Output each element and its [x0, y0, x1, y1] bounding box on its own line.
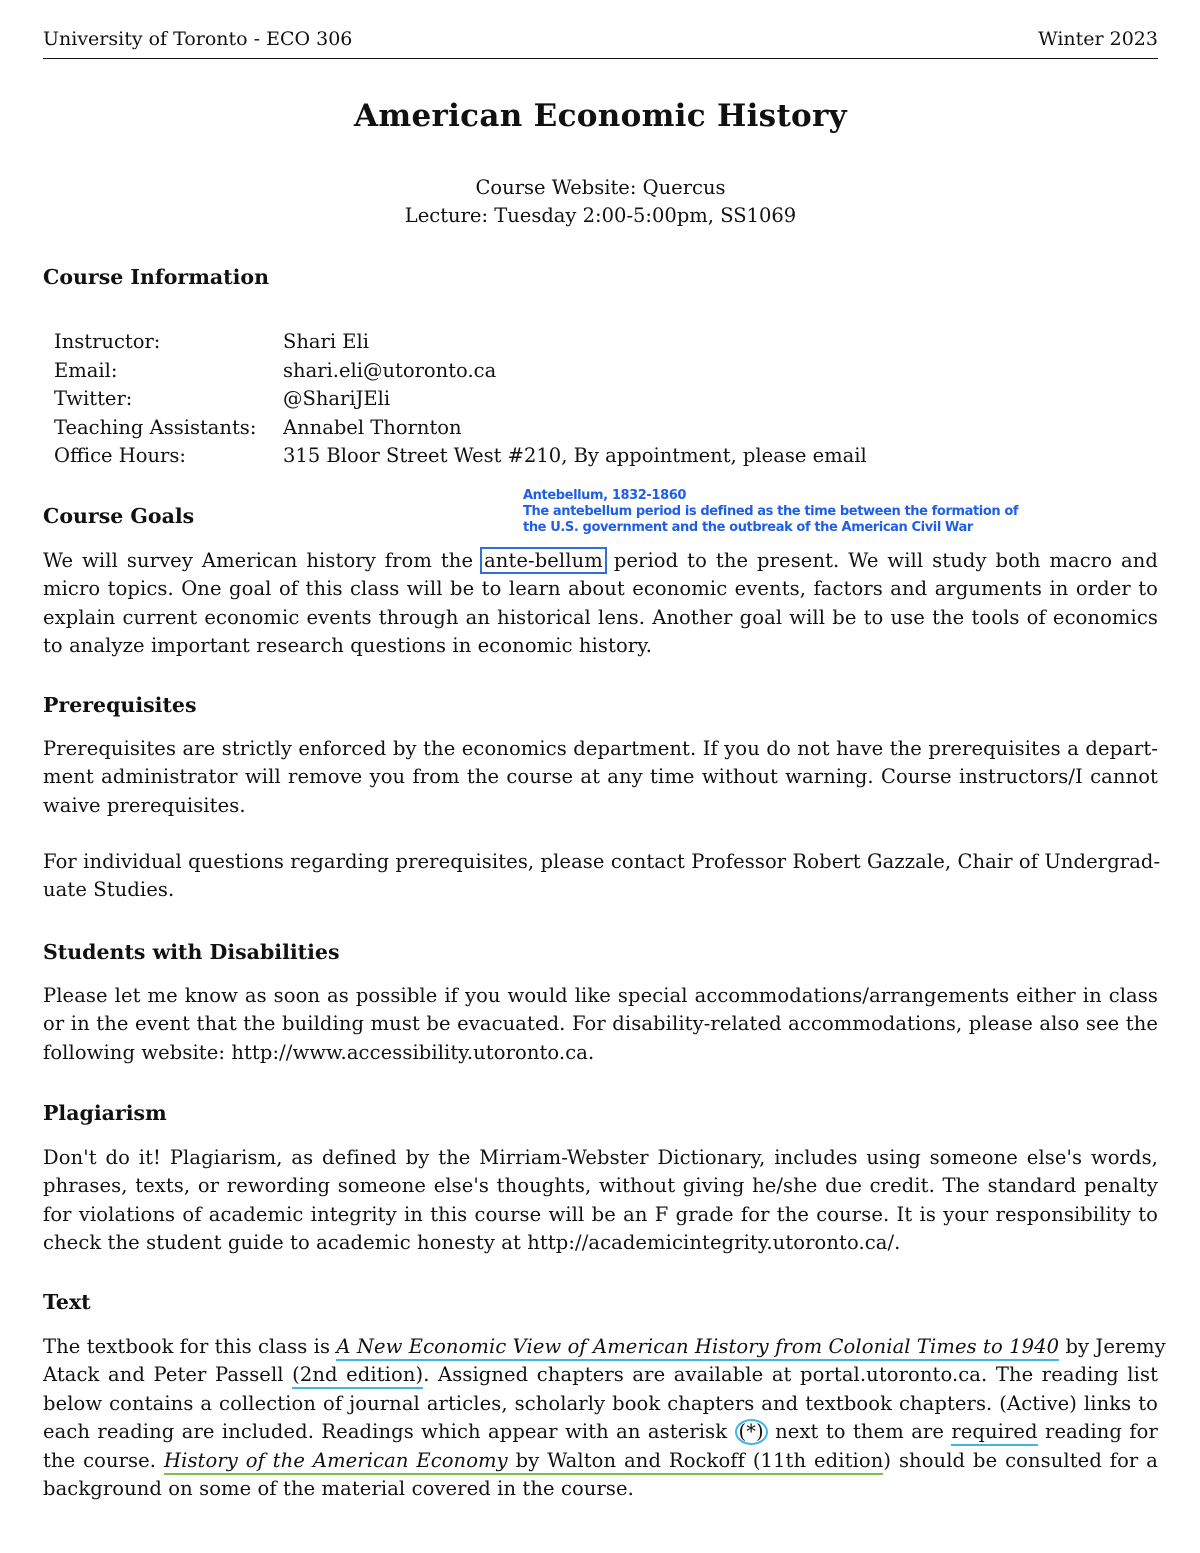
- info-row-twitter: [54, 387, 867, 416]
- info-value: shari.eli@utoronto.ca: [283, 358, 497, 382]
- text-paragraph: [43, 1333, 1166, 1503]
- info-label: Email:: [54, 358, 118, 382]
- header-course: University of Toronto - ECO 306: [43, 28, 353, 50]
- underlined-edition: (2nd edition): [292, 1363, 423, 1389]
- heading-students-with-disabilities: Students with Disabilities: [43, 940, 340, 964]
- text-run: period to the present. We will study both macro and: [613, 549, 1158, 572]
- text-line: background on some of the material covered in the course.: [43, 1477, 634, 1501]
- text-line: Prerequisites are strictly enforced by the economics department. If you do not have the prerequisites a depart-: [43, 737, 1158, 760]
- info-label: Office Hours:: [54, 444, 186, 468]
- prerequisites-paragraph-1: [43, 735, 1158, 820]
- text-line: phrases, texts, or rewording someone else's thoughts, without giving he/she due credit. The standard penalty: [43, 1174, 1158, 1198]
- text-line: Please let me know as soon as possible if you would like special accommodations/arrangements either in class: [43, 984, 1158, 1007]
- green-underlined-reference: [164, 1449, 883, 1475]
- text-run: the course.: [43, 1448, 157, 1472]
- course-info-table: [54, 330, 867, 473]
- text-run: ) should be consulted for a: [883, 1448, 1158, 1472]
- info-row-instructor: [54, 330, 867, 359]
- text-line: explain current economic events through an historical lens. Another goal will be to use the tools of economics: [43, 605, 1158, 629]
- text-run: reading for: [1045, 1420, 1158, 1444]
- info-value: @ShariJEli: [283, 387, 391, 411]
- info-label: Teaching Assistants:: [54, 415, 257, 439]
- info-value: Annabel Thornton: [283, 415, 462, 439]
- annotation-line: The antebellum period is defined as the time between the formation of: [523, 504, 1019, 519]
- info-row-teaching-assistants: [54, 416, 867, 445]
- circled-asterisk: (*): [735, 1419, 768, 1445]
- text-line: waive prerequisites.: [43, 793, 246, 817]
- info-label: Instructor:: [54, 330, 161, 353]
- heading-course-goals: Course Goals: [43, 504, 195, 528]
- text-run: by Walton and Rockoff (11th edition: [515, 1448, 884, 1472]
- heading-course-information: Course Information: [43, 265, 270, 289]
- text-run: each reading are included. Readings which appear with an asterisk: [43, 1420, 728, 1444]
- text-run: We will survey American history from the: [43, 549, 474, 572]
- running-header: [43, 28, 1158, 59]
- text-line: following website: http://www.accessibility.utoronto.ca.: [43, 1040, 595, 1064]
- text-line: Don't do it! Plagiarism, as defined by the Mirriam-Webster Dictionary, includes using someone else's words,: [43, 1146, 1158, 1169]
- text-line: to analyze important research questions in economic history.: [43, 634, 653, 658]
- text-line: below contains a collection of journal articles, scholarly book chapters and textbook chapters. (Active) links to: [43, 1391, 1158, 1415]
- text-run: by Jeremy: [1065, 1335, 1166, 1358]
- disabilities-paragraph: [43, 982, 1158, 1067]
- prerequisites-paragraph-2: [43, 848, 1161, 905]
- text-line: For individual questions regarding prerequisites, please contact Professor Robert Gazzale, Chair of Undergrad-: [43, 850, 1161, 873]
- lecture-info: Lecture: Tuesday 2:00-5:00pm, SS1069: [404, 204, 797, 227]
- text-line: uate Studies.: [43, 878, 175, 902]
- annotation-line: Antebellum, 1832-1860: [523, 488, 687, 503]
- text-run: Atack and Peter Passell: [43, 1363, 284, 1387]
- text-run: . Assigned chapters are available at portal.utoronto.ca. The reading list: [423, 1363, 1159, 1387]
- text-line: or in the event that the building must be evacuated. For disability-related accommodations, please also see the: [43, 1012, 1158, 1036]
- page-title: American Economic History: [354, 98, 847, 134]
- text-line: for violations of academic integrity in this course will be an F grade for the course. It is your responsibility to: [43, 1202, 1158, 1226]
- text-line: micro topics. One goal of this class will be to learn about economic events, factors and arguments in order to: [43, 577, 1158, 601]
- text-line: [43, 1418, 1158, 1446]
- course-goals-paragraph: [43, 547, 1158, 661]
- heading-prerequisites: Prerequisites: [43, 693, 197, 717]
- text-line: [43, 1447, 1158, 1475]
- highlighted-term-box: ante-bellum: [480, 547, 607, 574]
- text-line: [43, 547, 1158, 575]
- info-label: Twitter:: [54, 387, 133, 411]
- text-line: [43, 1333, 1166, 1361]
- underlined-required: required: [951, 1420, 1037, 1446]
- annotation-line: the U.S. government and the outbreak of the American Civil War: [523, 520, 973, 535]
- info-value: Shari Eli: [283, 330, 370, 353]
- header-term: Winter 2023: [1038, 28, 1158, 50]
- handwritten-annotation: [523, 488, 1018, 536]
- heading-text: Text: [43, 1290, 91, 1314]
- heading-plagiarism: Plagiarism: [43, 1101, 167, 1125]
- info-row-email: [54, 359, 867, 388]
- text-run: The textbook for this class is: [43, 1335, 331, 1358]
- text-run: next to them are: [775, 1420, 944, 1444]
- info-row-office-hours: [54, 444, 867, 473]
- plagiarism-paragraph: [43, 1144, 1158, 1258]
- info-value: 315 Bloor Street West #210, By appointment, please email: [283, 444, 867, 468]
- text-line: [43, 1361, 1158, 1389]
- text-line: check the student guide to academic honesty at http://academicintegrity.utoronto.ca/.: [43, 1231, 901, 1255]
- text-line: ment administrator will remove you from the course at any time without warning. Course instructors/I cannot: [43, 765, 1158, 789]
- course-website: Course Website: Quercus: [475, 176, 726, 199]
- textbook-title: A New Economic View of American History from Colonial Times to 1940: [336, 1335, 1059, 1361]
- reference-book-title: History of the American Economy: [164, 1448, 508, 1472]
